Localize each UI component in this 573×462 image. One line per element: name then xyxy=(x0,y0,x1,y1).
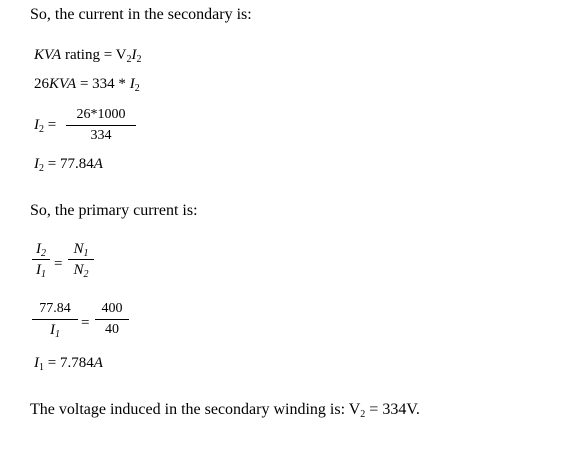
i-subscript: 1 xyxy=(55,329,60,340)
n-subscript: 2 xyxy=(83,269,89,280)
kva-number: 26 xyxy=(34,76,49,92)
current-symbol: I xyxy=(34,117,39,133)
fraction-i2 xyxy=(66,106,136,145)
current-symbol: I xyxy=(34,156,39,172)
n-subscript: 1 xyxy=(83,248,89,259)
v-subscript: 2 xyxy=(126,54,132,65)
result-value: = 7.784 xyxy=(44,355,94,371)
fraction-denominator: 40 xyxy=(105,322,119,337)
fraction-numerator xyxy=(32,240,50,258)
equals-sign: = xyxy=(54,256,63,272)
equation-i2-lhs xyxy=(34,117,56,134)
unit-symbol: A xyxy=(93,156,103,172)
fraction-bar xyxy=(95,319,129,320)
equals-334: = 334 * xyxy=(76,76,130,92)
current-symbol: I xyxy=(36,241,41,257)
fraction-numerator xyxy=(68,240,94,258)
kva-symbol: KVA xyxy=(49,76,77,92)
fraction-numerator: 400 xyxy=(101,301,123,316)
heading-secondary-current: So, the current in the secondary is: xyxy=(30,6,252,23)
i-subscript: 1 xyxy=(39,362,44,373)
fraction-turns-ratio xyxy=(68,240,94,279)
conclusion-text xyxy=(30,401,420,419)
fraction-denominator xyxy=(32,261,50,279)
i-subscript: 2 xyxy=(134,83,140,94)
current-symbol: I xyxy=(129,76,135,92)
fraction-denominator xyxy=(32,321,78,339)
fraction-bar xyxy=(32,259,50,260)
fraction-numerator: 26*1000 xyxy=(76,107,126,122)
fraction-numerator: 77.84 xyxy=(39,301,71,316)
current-symbol: I xyxy=(34,355,39,371)
conclusion-main: The voltage induced in the secondary winding is: V xyxy=(30,401,361,418)
v-subscript: 2 xyxy=(360,409,366,420)
kva-symbol: KVA xyxy=(34,47,62,63)
result-value: = 77.84 xyxy=(44,156,94,172)
fraction-current-ratio xyxy=(32,240,50,279)
i-subscript: 2 xyxy=(136,54,142,65)
heading-primary-current: So, the primary current is: xyxy=(30,202,198,219)
current-symbol: I xyxy=(50,322,55,338)
equals-sign: = xyxy=(81,315,90,331)
i-subscript: 1 xyxy=(41,269,46,280)
conclusion-tail: = 334V. xyxy=(365,401,420,418)
i-subscript: 2 xyxy=(39,163,44,174)
equals-sign: = xyxy=(47,117,57,133)
fraction-denominator xyxy=(68,261,94,279)
fraction-denominator: 334 xyxy=(90,128,112,143)
fraction-bar xyxy=(68,259,94,260)
current-symbol: I xyxy=(36,262,41,278)
fraction-bar xyxy=(66,125,136,126)
turns-symbol: N xyxy=(73,262,84,278)
equation-kva-value xyxy=(34,76,140,93)
fraction-bar xyxy=(32,319,78,320)
equation-kva-rating xyxy=(34,47,141,64)
fraction-right xyxy=(95,300,129,339)
i-subscript: 2 xyxy=(41,248,46,259)
fraction-left xyxy=(32,300,78,339)
equation-i2-result xyxy=(34,156,103,173)
unit-symbol: A xyxy=(93,355,103,371)
i-subscript: 2 xyxy=(39,124,44,135)
equation-i1-result xyxy=(34,355,103,372)
current-symbol: I xyxy=(131,47,137,63)
turns-symbol: N xyxy=(73,241,84,257)
rating-text: rating = V xyxy=(61,47,127,63)
